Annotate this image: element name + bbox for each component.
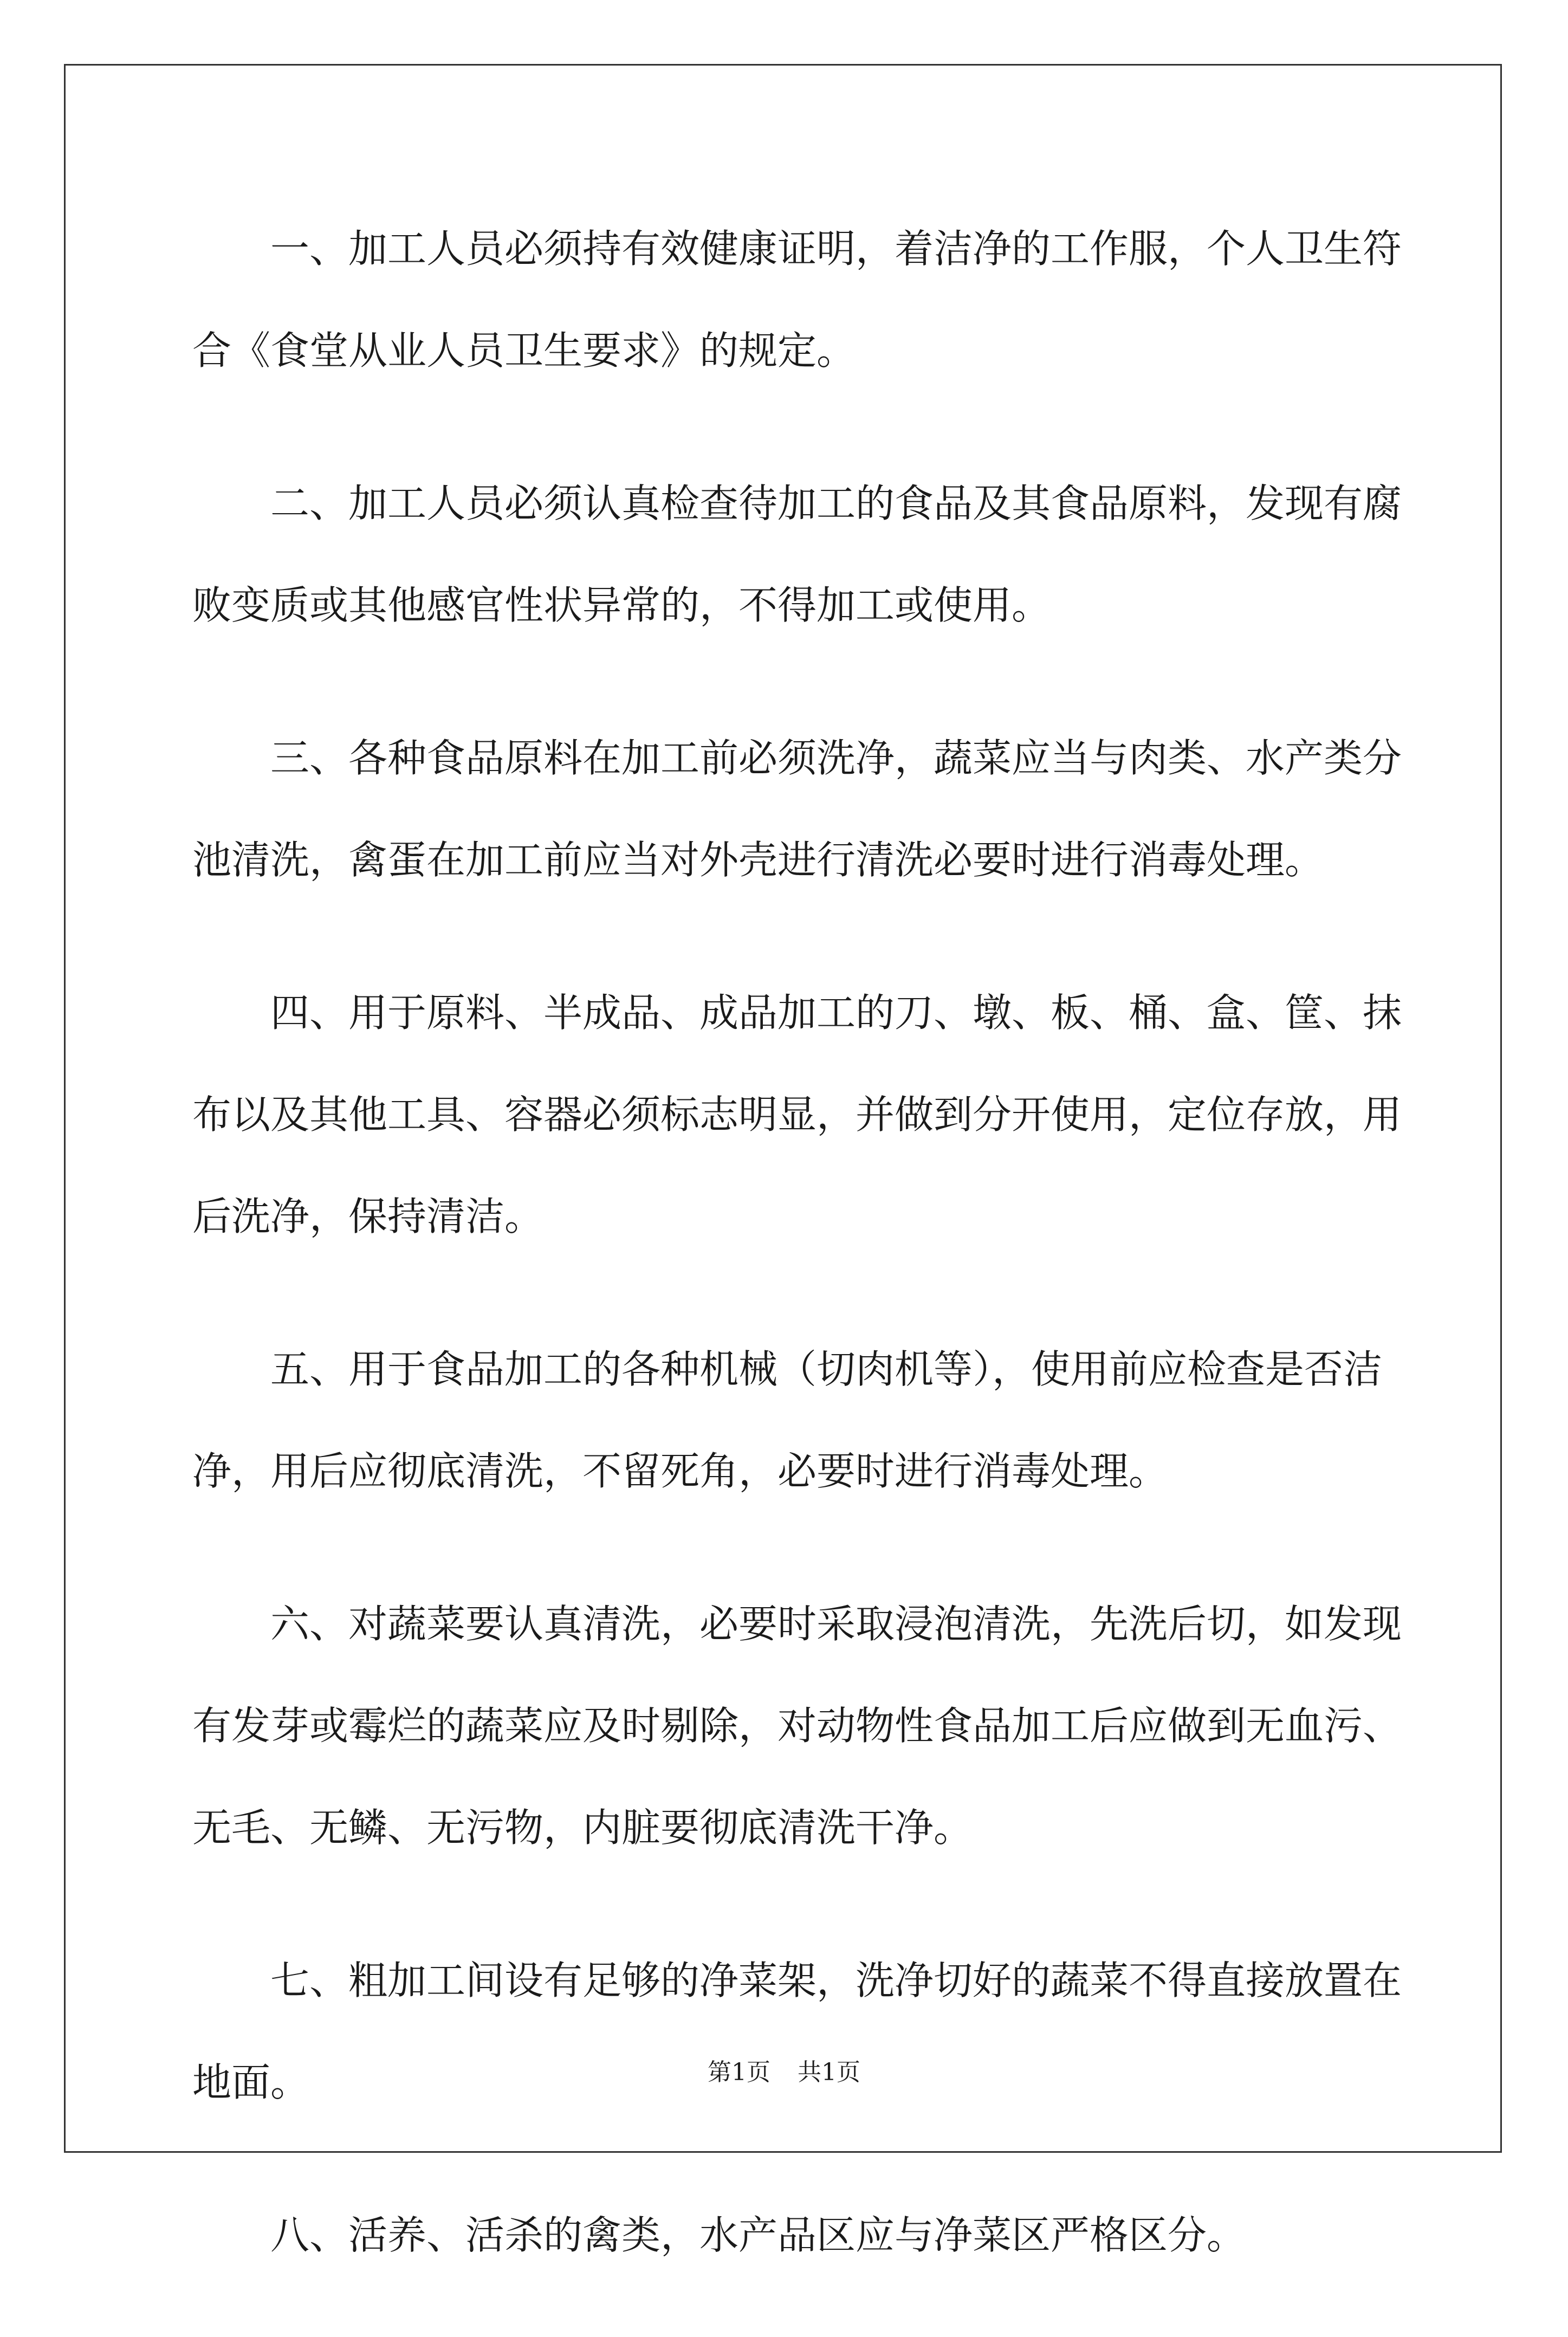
paragraph-7: 七、粗加工间设有足够的净菜架，洗净切好的蔬菜不得直接放置在地面。 [192, 1958, 1402, 2105]
paragraph-3: 三、各种食品原料在加工前必须洗净，蔬菜应当与肉类、水产类分池清洗，禽蛋在加工前应当对外壳进行清洗必要时进行消毒处理。 [192, 735, 1402, 883]
paragraph-6: 六、对蔬菜要认真清洗，必要时采取浸泡清洗，先洗后切，如发现有发芽或霉烂的蔬菜应及时剔除，对动物性食品加工后应做到无血污、无毛、无鳞、无污物，内脏要彻底清洗干净。 [192, 1601, 1402, 1850]
paragraph-2: 二、加工人员必须认真检查待加工的食品及其食品原料，发现有腐败变质或其他感官性状异常的，不得加工或使用。 [192, 481, 1402, 628]
paragraph-4: 四、用于原料、半成品、成品加工的刀、墩、板、桶、盒、筐、抹布以及其他工具、容器必须标志明显，并做到分开使用，定位存放，用后洗净，保持清洁。 [192, 990, 1402, 1239]
document-body [192, 198, 1422, 2337]
page-footer [0, 2056, 1568, 2089]
page-number-current: 第1页 [708, 2058, 770, 2086]
paragraph-1: 一、加工人员必须持有效健康证明，着洁净的工作服，个人卫生符合《食堂从业人员卫生要求》的规定。 [192, 226, 1402, 373]
page-number-total: 共1页 [798, 2058, 860, 2086]
paragraph-8: 八、活养、活杀的禽类，水产品区应与净菜区严格区分。 [270, 2212, 1246, 2258]
paragraph-5: 五、用于食品加工的各种机械（切肉机等），使用前应检查是否洁净，用后应彻底清洗，不留死角，必要时进行消毒处理。 [192, 1346, 1383, 1494]
